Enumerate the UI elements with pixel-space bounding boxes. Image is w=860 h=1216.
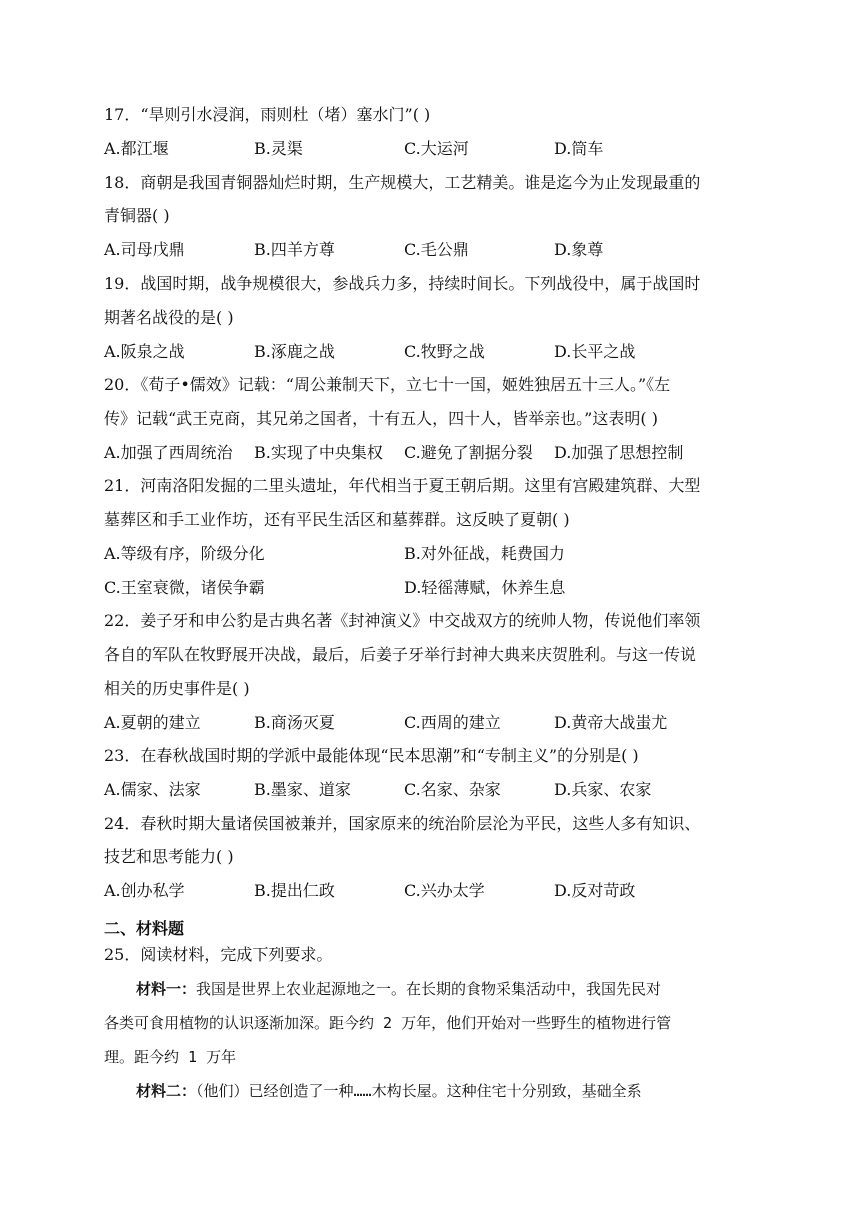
q24-option-b: B.提出仁政	[254, 881, 335, 900]
q18-stem-line1: 18．商朝是我国青铜器灿烂时期，生产规模大，工艺精美。谁是迄今为止发现最重的	[104, 173, 701, 192]
q20-option-d: D.加强了思想控制	[554, 443, 684, 462]
q23-option-c: C.名家、杂家	[404, 780, 501, 799]
q21-option-c: C.王室衰微，诸侯争霸	[104, 578, 265, 597]
material-one-line3: 理。距今约 1 万年	[104, 1048, 237, 1066]
q22-option-b: B.商汤灭夏	[254, 713, 335, 732]
q18-stem-line2: 青铜器( )	[104, 206, 170, 225]
q17-stem: 17．“旱则引水浸润，雨则杜（堵）塞水门”( )	[104, 105, 431, 124]
q21-option-d: D.轻徭薄赋，休养生息	[404, 578, 566, 597]
q20-option-a: A.加强了西周统治	[104, 443, 233, 462]
q22-option-d: D.黄帝大战蚩尤	[554, 713, 668, 732]
q19-stem-line1: 19．战国时期，战争规模很大，参战兵力多，持续时间长。下列战役中，属于战国时	[104, 274, 701, 293]
q20-stem-line2: 传》记载“武王克商，其兄弟之国者，十有五人，四十人，皆举亲也。”这表明( )	[104, 409, 658, 428]
material-one-label: 材料一：	[136, 980, 197, 998]
q17-option-a: A.都江堰	[104, 139, 169, 158]
q18-option-d: D.象尊	[554, 240, 604, 259]
q23-stem: 23．在春秋战国时期的学派中最能体现“民本思潮”和“专制主义”的分别是( )	[104, 746, 639, 765]
q21-option-a: A.等级有序，阶级分化	[104, 544, 265, 563]
q18-option-b: B.四羊方尊	[254, 240, 335, 259]
q17-option-c: C.大运河	[404, 139, 469, 158]
q24-option-a: A.创办私学	[104, 881, 185, 900]
q20-stem-line1: 20．《荀子•儒效》记载：“周公兼制天下，立七十一国，姬姓独居五十三人。”《左	[104, 375, 671, 394]
q19-stem-line2: 期著名战役的是( )	[104, 308, 234, 327]
q23-option-b: B.墨家、道家	[254, 780, 351, 799]
q24-option-d: D.反对苛政	[554, 881, 636, 900]
q19-option-c: C.牧野之战	[404, 342, 485, 361]
material-two-text: （他们）已经创造了一种……木构长屋。这种住宅十分别致，基础全系	[196, 1082, 642, 1100]
q19-option-b: B.涿鹿之战	[254, 342, 335, 361]
q22-option-c: C.西周的建立	[404, 713, 501, 732]
q24-option-c: C.兴办太学	[404, 881, 485, 900]
q19-option-d: D.长平之战	[554, 342, 636, 361]
q21-stem-line2: 墓葬区和手工业作坊，还有平民生活区和墓葬群。这反映了夏朝( )	[104, 510, 570, 529]
q18-option-c: C.毛公鼎	[404, 240, 469, 259]
q22-stem-line3: 相关的历史事件是( )	[104, 679, 250, 698]
q24-stem-line1: 24．春秋时期大量诸侯国被兼并，国家原来的统治阶层沦为平民，这些人多有知识、	[104, 814, 701, 833]
q23-option-d: D.兵家、农家	[554, 780, 652, 799]
material-two-label: 材料二：	[136, 1082, 197, 1100]
material-one-text: 我国是世界上农业起源地之一。在长期的食物采集活动中，我国先民对	[196, 980, 662, 998]
q24-stem-line2: 技艺和思考能力( )	[104, 847, 234, 866]
material-one-line1	[136, 978, 661, 1000]
q21-option-b: B.对外征战，耗费国力	[404, 544, 565, 563]
q19-option-a: A.阪泉之战	[104, 342, 185, 361]
q23-option-a: A.儒家、法家	[104, 780, 201, 799]
q17-option-d: D.筒车	[554, 139, 604, 158]
q21-stem-line1: 21．河南洛阳发掘的二里头遗址，年代相当于夏王朝后期。这里有宫殿建筑群、大型	[104, 476, 701, 495]
q20-option-b: B.实现了中央集权	[254, 443, 383, 462]
q22-stem-line1: 22．姜子牙和申公豹是古典名著《封神演义》中交战双方的统帅人物，传说他们率领	[104, 611, 701, 630]
q25-stem: 25．阅读材料，完成下列要求。	[104, 945, 333, 964]
material-one-line2: 各类可食用植物的认识逐渐加深。距今约 2 万年，他们开始对一些野生的植物进行管	[104, 1014, 672, 1032]
section-heading: 二、材料题	[104, 919, 185, 938]
q17-option-b: B.灵渠	[254, 139, 303, 158]
q18-option-a: A.司母戊鼎	[104, 240, 185, 259]
material-two-line1	[136, 1080, 642, 1102]
q22-stem-line2: 各自的军队在牧野展开决战，最后，后姜子牙举行封神大典来庆贺胜利。与这一传说	[104, 645, 697, 664]
q22-option-a: A.夏朝的建立	[104, 713, 201, 732]
q20-option-c: C.避免了割据分裂	[404, 443, 533, 462]
